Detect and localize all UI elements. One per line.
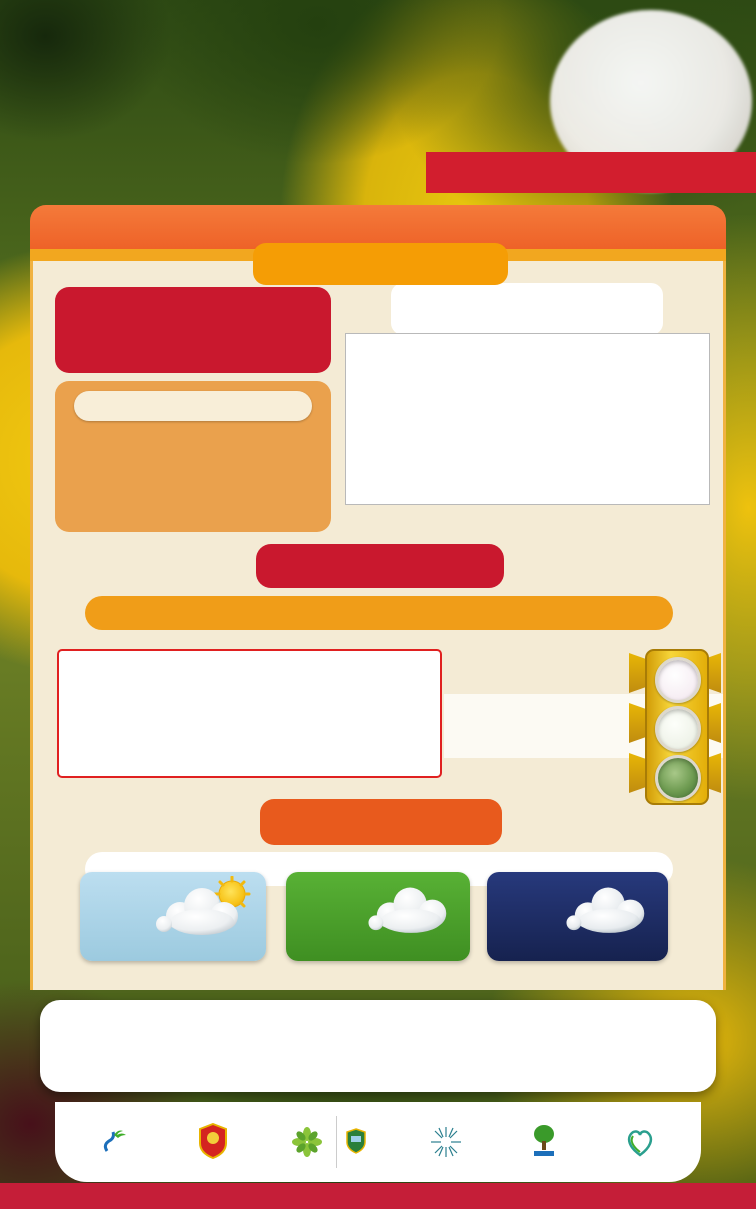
section-ayer-header <box>253 243 508 285</box>
precipitacion-title <box>74 391 312 421</box>
region-banner <box>426 152 756 193</box>
forecast-card-noche <box>487 872 668 961</box>
traffic-light-green-on <box>655 755 701 801</box>
hoy-station-info <box>85 596 673 630</box>
green-star-icon <box>292 1127 322 1157</box>
traffic-light-middle-off <box>655 706 701 752</box>
traffic-fin <box>629 753 646 793</box>
traffic-light-indicator <box>628 645 722 805</box>
forecast-card-tarde <box>286 872 470 961</box>
hydras-precipitation-chart <box>345 333 710 505</box>
precipitacion-rows <box>55 421 331 430</box>
cam-logo <box>531 1124 560 1160</box>
caudal-guayabo-chart <box>57 649 442 778</box>
opita-de-corazon-logo <box>623 1125 655 1159</box>
summary-message-box <box>40 1000 716 1092</box>
tree-icon <box>531 1124 557 1160</box>
partner-logos-band <box>55 1102 701 1182</box>
forecast-card-manana <box>80 872 266 961</box>
traffic-light-top-off <box>655 657 701 703</box>
traffic-light-body <box>645 649 709 805</box>
traffic-fin <box>629 703 646 743</box>
twitter-bar <box>0 1183 756 1209</box>
cloud-icon <box>560 876 660 938</box>
hydras-chart-svg <box>346 334 709 504</box>
municipio-neiva-shield <box>346 1128 366 1156</box>
station-carmen-emilia-card <box>55 287 331 373</box>
divider <box>336 1116 337 1168</box>
section-hoy-header <box>256 544 504 588</box>
crest-icon <box>198 1123 228 1159</box>
guayabo-chart-svg <box>59 651 440 776</box>
cloud-icon <box>362 876 462 938</box>
caudal-historico-title <box>391 283 663 335</box>
river-palm-icon <box>101 1129 135 1155</box>
sun-cloud-icon <box>150 876 258 938</box>
starburst-icon <box>429 1125 463 1159</box>
heart-icon <box>625 1125 655 1159</box>
gobernacion-huila-crest <box>198 1123 228 1161</box>
cuenca-las-ceibas-logo <box>101 1129 135 1155</box>
traffic-fin <box>629 653 646 693</box>
shield-icon <box>346 1128 366 1154</box>
precipitacion-card <box>55 381 331 532</box>
las-ceibas-esp-logo <box>429 1125 467 1159</box>
section-pronostico-header <box>260 799 502 845</box>
neiva-logo <box>292 1116 366 1168</box>
